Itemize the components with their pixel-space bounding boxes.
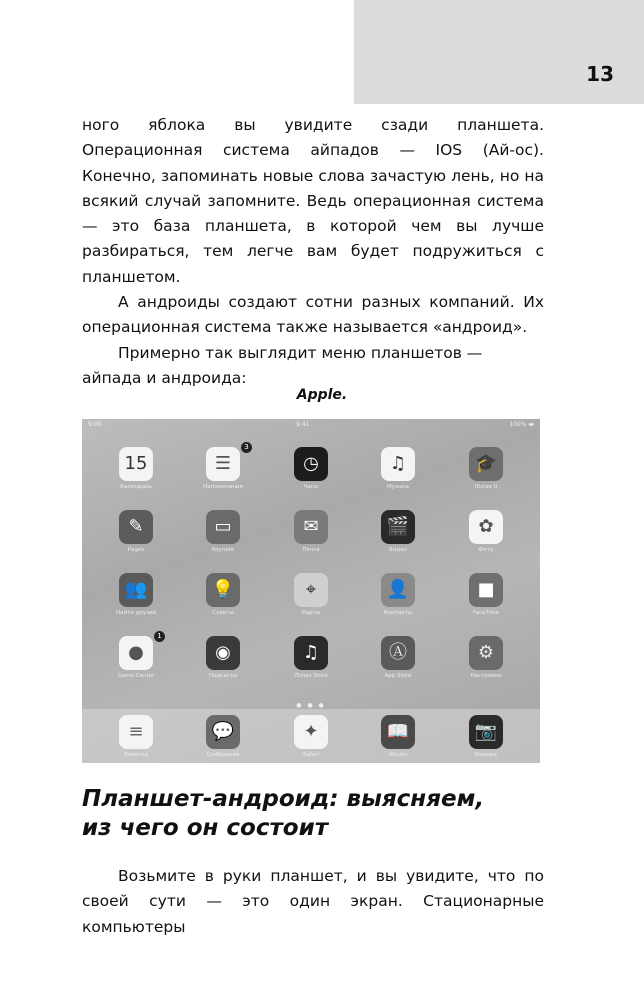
app-pages[interactable] (112, 510, 160, 553)
camera-icon: 📷 (469, 715, 503, 749)
section-heading (82, 785, 582, 843)
app-label: Музыка (387, 484, 409, 490)
app-label: Сообщения (206, 752, 240, 758)
app-label: iTunes U (474, 484, 498, 490)
itunes-store-icon: ♫ (294, 636, 328, 670)
notification-badge: 3 (241, 442, 252, 453)
music-icon: ♫ (381, 447, 415, 481)
app-maps[interactable] (287, 573, 335, 616)
app-label: Карты (301, 610, 321, 616)
app-contacts[interactable] (374, 573, 422, 616)
app-label: App Store (384, 673, 412, 679)
app-videos[interactable] (374, 510, 422, 553)
figure-caption: Apple. (296, 387, 348, 403)
app-store-icon: Ⓐ (381, 636, 415, 670)
videos-icon: 🎬 (381, 510, 415, 544)
app-label: Календарь (120, 484, 152, 490)
reminders-icon: ☰ (206, 447, 240, 481)
page-corner-tab (354, 0, 644, 104)
app-label: Камера (475, 752, 497, 758)
keynote-icon: ▭ (206, 510, 240, 544)
app-label: Часы (303, 484, 319, 490)
app-label: FaceTime (473, 610, 499, 616)
app-reminders[interactable] (199, 443, 249, 490)
app-label: Safari (303, 752, 319, 758)
podcasts-icon: ◉ (206, 636, 240, 670)
app-label: Pages (127, 547, 145, 553)
app-label: Настройки (470, 673, 502, 679)
app-app-store[interactable] (374, 636, 422, 679)
app-itunes-u[interactable] (462, 447, 510, 490)
app-facetime[interactable] (462, 573, 510, 616)
status-left: 9:00 (88, 421, 102, 428)
section-paragraph: Возьмите в руки планшет, и вы увидите, что по своей сути — это один экран. Стационарные компьютеры (82, 867, 544, 936)
app-label: Контакты (383, 610, 413, 616)
app-podcasts[interactable] (199, 636, 247, 679)
app-label: Заметки (123, 752, 149, 758)
section-text (82, 864, 544, 940)
ibooks-icon: 📖 (381, 715, 415, 749)
notes-icon: ≡ (119, 715, 153, 749)
app-keynote[interactable] (199, 510, 247, 553)
app-label: Подкасты (208, 673, 238, 679)
facetime-icon: ■ (469, 573, 503, 607)
contacts-icon: 👤 (381, 573, 415, 607)
app-safari[interactable] (287, 715, 335, 758)
app-label: Советы (212, 610, 234, 616)
app-label: Найти друзей (115, 610, 157, 616)
clock-icon: ◷ (294, 447, 328, 481)
app-photos[interactable] (462, 510, 510, 553)
tips-icon: 💡 (206, 573, 240, 607)
ipad-home-screen (82, 419, 540, 763)
page-dots: ● ● ● (296, 702, 326, 709)
itunes-u-icon: 🎓 (469, 447, 503, 481)
app-tips[interactable] (199, 573, 247, 616)
notification-badge: 1 (154, 631, 165, 642)
photos-icon: ✿ (469, 510, 503, 544)
app-notes[interactable] (112, 715, 160, 758)
app-label: Keynote (211, 547, 235, 553)
safari-icon: ✦ (294, 715, 328, 749)
paragraph-3: Примерно так выглядит меню планшетов — айпада и андроида: (82, 343, 483, 387)
calendar-icon: 15 (119, 447, 153, 481)
status-bar (82, 419, 540, 431)
app-label: Game Center (117, 673, 155, 679)
app-camera[interactable] (462, 715, 510, 758)
paragraph-2: А андроиды создают сотни разных компаний. Их операционная система также называется «андроид». (82, 293, 544, 337)
app-clock[interactable] (287, 447, 335, 490)
app-settings[interactable] (462, 636, 510, 679)
pages-icon: ✎ (119, 510, 153, 544)
app-itunes-store[interactable] (287, 636, 335, 679)
app-game-center[interactable] (112, 632, 162, 679)
heading-line-1: Планшет-андроид: выясняем, (82, 786, 485, 812)
app-messages[interactable] (199, 715, 247, 758)
status-time: 9:41 (296, 421, 310, 428)
app-label: iBooks (388, 752, 408, 758)
app-music[interactable] (374, 447, 422, 490)
settings-icon: ⚙ (469, 636, 503, 670)
maps-icon: ⌖ (294, 573, 328, 607)
app-calendar[interactable] (112, 447, 160, 490)
app-label: Почта (302, 547, 320, 553)
messages-icon: 💬 (206, 715, 240, 749)
app-label: iTunes Store (294, 673, 328, 679)
paragraph-1: ного яблока вы увидите сзади планшета. Операционная система айпадов — IOS (Ай-ос). Конечно, запоминать новые слова зачастую лень, но на всякий случай запомните. Ведь операционная система — это база планшета, в которой чем вы лучше разбираться, тем легче вам будет подружиться с планшетом. (82, 116, 544, 286)
dock (82, 709, 540, 763)
app-label: Напоминания (203, 484, 243, 490)
heading-line-2: из чего он состоит (82, 815, 329, 841)
app-label: Видео (389, 547, 407, 553)
app-find-friends[interactable] (112, 573, 160, 616)
app-mail[interactable] (287, 510, 335, 553)
app-label: Фото (478, 547, 494, 553)
page-number: 13 (586, 62, 614, 86)
game-center-icon: ● (119, 636, 153, 670)
app-ibooks[interactable] (374, 715, 422, 758)
intro-text (82, 113, 544, 391)
find-friends-icon: 👥 (119, 573, 153, 607)
mail-icon: ✉ (294, 510, 328, 544)
status-battery: 100% ▬ (509, 421, 534, 428)
